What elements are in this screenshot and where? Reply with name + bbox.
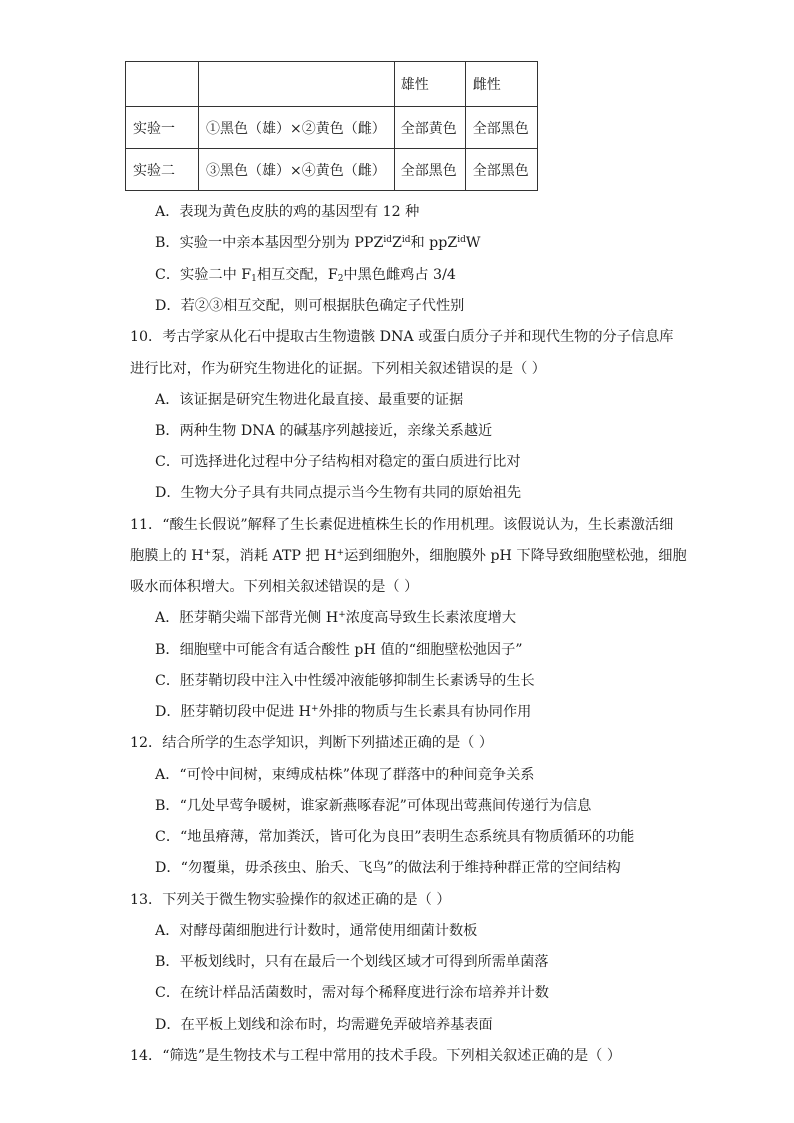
q9-option-c	[155, 264, 456, 284]
q11-option-a	[155, 607, 516, 627]
table-cell: 全部黄色	[394, 107, 465, 149]
text: 和 ppZ	[410, 235, 458, 251]
q11-option-d	[155, 701, 531, 721]
text: A．胚芽鞘尖端下部背光侧 H	[155, 610, 339, 626]
q14-stem: 14．“筛选”是生物技术与工程中常用的技术手段。下列相关叙述正确的是（ ）	[130, 1048, 622, 1064]
text: 运到细胞外，细胞膜外 pH 下降导致细胞壁松弛，细胞	[344, 548, 687, 564]
superscript: +	[336, 548, 345, 558]
q12-stem: 12．结合所学的生态学知识，判断下列描述正确的是（ ）	[130, 735, 494, 751]
experiment-table	[125, 61, 538, 191]
text: 中黑色雌鸡占 3/4	[343, 267, 456, 283]
table-cell: 全部黑色	[465, 107, 537, 149]
text: B．实验一中亲本基因型分别为 PPZ	[155, 235, 384, 251]
text: 相互交配，F	[256, 267, 338, 283]
q10-option-c: C．可选择进化过程中分子结构相对稳定的蛋白质进行比对	[155, 454, 521, 470]
text: 胞膜上的 H	[130, 548, 204, 564]
q10-option-a: A．该证据是研究生物进化最直接、最重要的证据	[155, 392, 464, 408]
text: D．胚芽鞘切段中促进 H	[155, 704, 311, 720]
q13-stem: 13．下列关于微生物实验操作的叙述正确的是（ ）	[130, 892, 451, 908]
table-cell: ①黑色（雄）×②黄色（雌）	[199, 107, 395, 149]
table-cell: 全部黑色	[465, 149, 537, 191]
superscript: +	[310, 704, 319, 714]
q10-option-d: D．生物大分子具有共同点提示当今生物有共同的原始祖先	[155, 485, 522, 501]
table-cell: 全部黑色	[394, 149, 465, 191]
superscript: id	[457, 235, 466, 245]
table-cell: ③黑色（雄）×④黄色（雌）	[199, 149, 395, 191]
superscript: id	[401, 235, 411, 245]
table-cell	[199, 62, 395, 107]
q13-option-d: D．在平板上划线和涂布时，均需避免弄破培养基表面	[155, 1017, 493, 1033]
text: C．实验二中 F	[155, 267, 252, 283]
text: 外排的物质与生长素具有协同作用	[318, 704, 532, 720]
q10-option-b: B．两种生物 DNA 的碱基序列越接近，亲缘关系越近	[155, 423, 493, 439]
text: 泵，消耗 ATP 把 H	[211, 548, 337, 564]
subscript: 1	[251, 274, 257, 284]
q11-stem-line3: 吸水而体积增大。下列相关叙述错误的是（ ）	[130, 579, 419, 595]
q12-option-c: C．“地虽瘠薄，常加粪沃，皆可化为良田”表明生态系统具有物质循环的功能	[155, 829, 635, 845]
superscript: +	[338, 610, 346, 620]
table-cell: 实验一	[126, 107, 199, 149]
table-cell: 实验二	[126, 149, 199, 191]
table-header-male: 雄性	[394, 62, 465, 107]
q13-option-a: A．对酵母菌细胞进行计数时，通常使用细菌计数板	[155, 923, 478, 939]
table-header-female: 雌性	[465, 62, 537, 107]
q12-option-a: A．“可怜中间树，束缚成枯株”体现了群落中的种间竞争关系	[155, 767, 535, 783]
q11-option-c: C．胚芽鞘切段中注入中性缓冲液能够抑制生长素诱导的生长	[155, 673, 535, 689]
q10-stem-line2: 进行比对，作为研究生物进化的证据。下列相关叙述错误的是（ ）	[130, 361, 546, 377]
text: 浓度高导致生长素浓度增大	[345, 610, 517, 626]
q9-option-d: D．若②③相互交配，则可根据肤色确定子代性别	[155, 298, 465, 314]
q13-option-b: B．平板划线时，只有在最后一个划线区域才可得到所需单菌落	[155, 954, 549, 970]
text: Z	[391, 235, 402, 251]
text: W	[465, 235, 481, 251]
q12-option-b: B．“几处早莺争暖树，谁家新燕啄春泥”可体现出莺燕间传递行为信息	[155, 798, 592, 814]
q10-stem-line1: 10．考古学家从化石中提取古生物遗骸 DNA 或蛋白质分子并和现代生物的分子信息库	[130, 329, 674, 345]
superscript: +	[203, 548, 212, 558]
q11-stem-line1: 11．“酸生长假说”解释了生长素促进植株生长的作用机理。该假说认为，生长素激活细	[130, 517, 674, 533]
table-header-row	[126, 62, 538, 107]
q9-option-b	[155, 232, 480, 252]
table-cell	[126, 62, 199, 107]
q11-option-b: B．细胞壁中可能含有适合酸性 pH 值的“细胞壁松弛因子”	[155, 642, 523, 658]
table-row	[126, 107, 538, 149]
q13-option-c: C．在统计样品活菌数时，需对每个稀释度进行涂布培养并计数	[155, 985, 549, 1001]
table-row	[126, 149, 538, 191]
superscript: id	[383, 235, 392, 245]
q12-option-d: D．“勿覆巢，毋杀孩虫、胎夭、飞鸟”的做法利于维持种群正常的空间结构	[155, 860, 621, 876]
subscript: 2	[337, 274, 344, 284]
q11-stem-line2	[130, 545, 687, 565]
q9-option-a: A．表现为黄色皮肤的鸡的基因型有 12 种	[155, 204, 420, 220]
